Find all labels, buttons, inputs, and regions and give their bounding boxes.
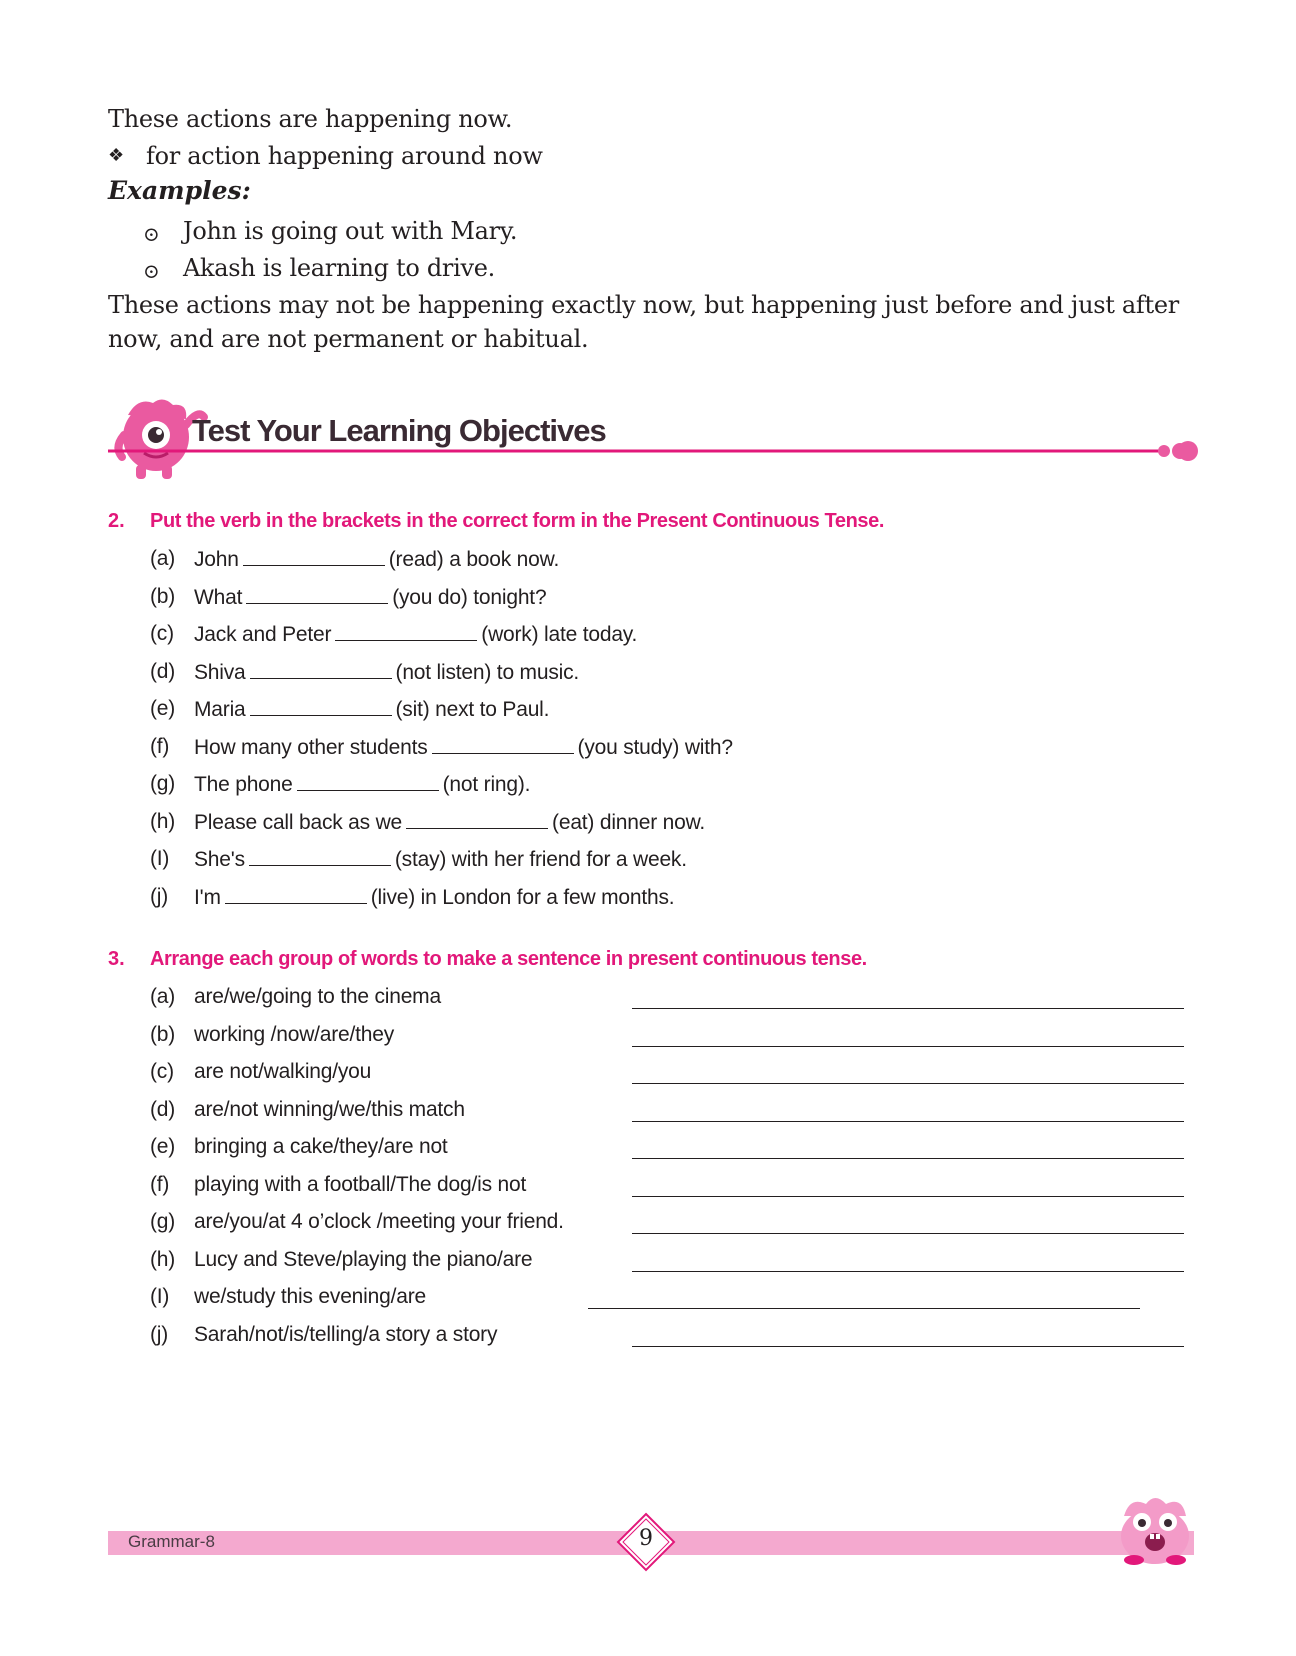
item-sentence (194, 810, 705, 835)
answer-blank[interactable] (432, 735, 574, 754)
fill-blank-item (150, 885, 1050, 915)
item-label: (h) (150, 1247, 176, 1271)
question-instruction: Put the verb in the brackets in the correct form in the Present Continuous Tense. (150, 510, 885, 532)
arrange-item (150, 1060, 610, 1090)
item-label: (h) (150, 809, 176, 833)
item-sentence (194, 697, 549, 722)
answer-line[interactable] (632, 1082, 1184, 1084)
word-group: are/not winning/we/this match (194, 1097, 465, 1121)
item-label: (I) (150, 1285, 170, 1308)
fill-blank-item (150, 660, 1050, 690)
fill-blank-item (150, 585, 1050, 615)
word-group: we/study this evening/are (194, 1285, 426, 1308)
word-group: bringing a cake/they/are not (194, 1135, 448, 1158)
sentence-after-blank: (work) late today. (481, 623, 638, 646)
sentence-before-blank: She's (194, 848, 245, 871)
item-label: (d) (150, 659, 176, 683)
arrange-item (150, 1023, 610, 1053)
answer-line[interactable] (632, 1232, 1184, 1234)
item-label: (I) (150, 847, 170, 870)
sentence-before-blank: Maria (194, 698, 246, 721)
diamond-bullet-icon: ❖ (108, 145, 124, 166)
sentence-after-blank: (eat) dinner now. (552, 810, 706, 834)
item-label: (b) (150, 1022, 176, 1046)
example-text: John is going out with Mary. (183, 217, 518, 245)
item-label: (a) (150, 547, 176, 570)
item-label: (a) (150, 985, 176, 1008)
page-number: 9 (639, 1526, 653, 1551)
arrange-item (150, 1210, 610, 1240)
pink-monster-icon (1110, 1490, 1200, 1568)
fill-blank-item (150, 772, 1050, 802)
sentence-after-blank: (you do) tonight? (392, 585, 547, 609)
answer-line[interactable] (632, 1045, 1184, 1047)
item-sentence (194, 660, 579, 685)
arrange-item (150, 1285, 610, 1315)
sentence-before-blank: John (194, 548, 239, 571)
sentence-after-blank: (sit) next to Paul. (395, 698, 550, 721)
item-sentence (194, 772, 530, 797)
answer-blank[interactable] (246, 585, 388, 604)
item-label: (j) (150, 1322, 169, 1346)
word-group: are/you/at 4 o’clock /meeting your friend. (194, 1210, 564, 1233)
item-label: (g) (150, 1210, 176, 1233)
answer-line[interactable] (632, 1345, 1184, 1347)
sentence-before-blank: Jack and Peter (194, 623, 332, 646)
intro-line: These actions are happening now. (108, 105, 513, 133)
circle-dot-bullet-icon: ⊙ (143, 259, 160, 283)
sentence-after-blank: (live) in London for a few months. (370, 885, 675, 909)
item-sentence (194, 585, 546, 610)
answer-blank[interactable] (297, 772, 439, 791)
arrange-item (150, 1098, 610, 1128)
item-label: (f) (150, 1172, 170, 1196)
answer-line[interactable] (632, 1007, 1184, 1009)
fill-blank-item (150, 810, 1050, 840)
answer-blank[interactable] (225, 885, 367, 904)
sentence-before-blank: How many other students (194, 735, 428, 759)
fill-blank-item (150, 697, 1050, 727)
answer-blank[interactable] (250, 697, 392, 716)
fill-blank-item (150, 622, 1050, 652)
item-label: (c) (150, 622, 174, 645)
sentence-after-blank: (not ring). (442, 773, 531, 796)
item-label: (d) (150, 1097, 176, 1121)
answer-line[interactable] (632, 1270, 1184, 1272)
item-label: (g) (150, 772, 176, 795)
section-banner (108, 395, 1200, 490)
answer-line[interactable] (588, 1307, 1140, 1309)
arrange-item (150, 1323, 610, 1353)
item-sentence (194, 847, 687, 872)
answer-blank[interactable] (335, 622, 477, 641)
item-sentence (194, 622, 637, 647)
question-number: 3. (108, 948, 125, 970)
arrange-item (150, 1248, 610, 1278)
answer-blank[interactable] (249, 847, 391, 866)
item-sentence (194, 885, 674, 910)
intro-paragraph: These actions may not be happening exactly now, but happening just before and just after now, and are not permanent or habitual. (108, 291, 1179, 353)
sentence-before-blank: Please call back as we (194, 810, 403, 834)
answer-blank[interactable] (243, 547, 385, 566)
word-group: are/we/going to the cinema (194, 985, 441, 1008)
sentence-after-blank: (not listen) to music. (395, 660, 580, 684)
examples-heading: Examples: (108, 176, 251, 205)
sentence-after-blank: (stay) with her friend for a week. (394, 848, 687, 871)
sentence-after-blank: (you study) with? (577, 735, 733, 759)
circle-dot-bullet-icon: ⊙ (143, 222, 160, 246)
sentence-before-blank: What (194, 585, 243, 609)
banner-title: Test Your Learning Objectives (192, 413, 606, 448)
page-number-badge (616, 1512, 676, 1572)
item-label: (f) (150, 734, 170, 758)
item-sentence (194, 547, 559, 572)
sentence-before-blank: I'm (194, 885, 221, 909)
word-group: playing with a football/The dog/is not (194, 1172, 527, 1196)
item-label: (j) (150, 884, 169, 908)
fill-blank-item (150, 735, 1050, 765)
item-label: (e) (150, 1135, 176, 1158)
example-text: Akash is learning to drive. (183, 254, 495, 282)
fill-blank-item (150, 847, 1050, 877)
sentence-before-blank: The phone (194, 773, 293, 796)
word-group: Lucy and Steve/playing the piano/are (194, 1247, 533, 1271)
answer-line[interactable] (632, 1195, 1184, 1197)
arrange-item (150, 1173, 610, 1203)
item-sentence (194, 735, 733, 760)
item-label: (e) (150, 697, 176, 720)
word-group: are not/walking/you (194, 1060, 372, 1083)
answer-line[interactable] (632, 1157, 1184, 1159)
sentence-before-blank: Shiva (194, 660, 246, 684)
arrange-item (150, 1135, 610, 1165)
footer-book-title: Grammar-8 (128, 1532, 215, 1551)
monster-mascot-footer (1110, 1490, 1200, 1568)
fill-blank-item (150, 547, 1050, 577)
bullet-text: for action happening around now (146, 142, 543, 170)
item-label: (c) (150, 1060, 174, 1083)
sentence-after-blank: (read) a book now. (388, 548, 560, 571)
question-number: 2. (108, 510, 125, 532)
arrange-item (150, 985, 610, 1015)
word-group: working /now/are/they (194, 1022, 395, 1046)
question-instruction: Arrange each group of words to make a sentence in present continuous tense. (150, 948, 867, 970)
word-group: Sarah/not/is/telling/a story a story (194, 1322, 498, 1346)
answer-blank[interactable] (250, 660, 392, 679)
answer-blank[interactable] (406, 810, 548, 829)
item-label: (b) (150, 584, 176, 608)
answer-line[interactable] (632, 1120, 1184, 1122)
